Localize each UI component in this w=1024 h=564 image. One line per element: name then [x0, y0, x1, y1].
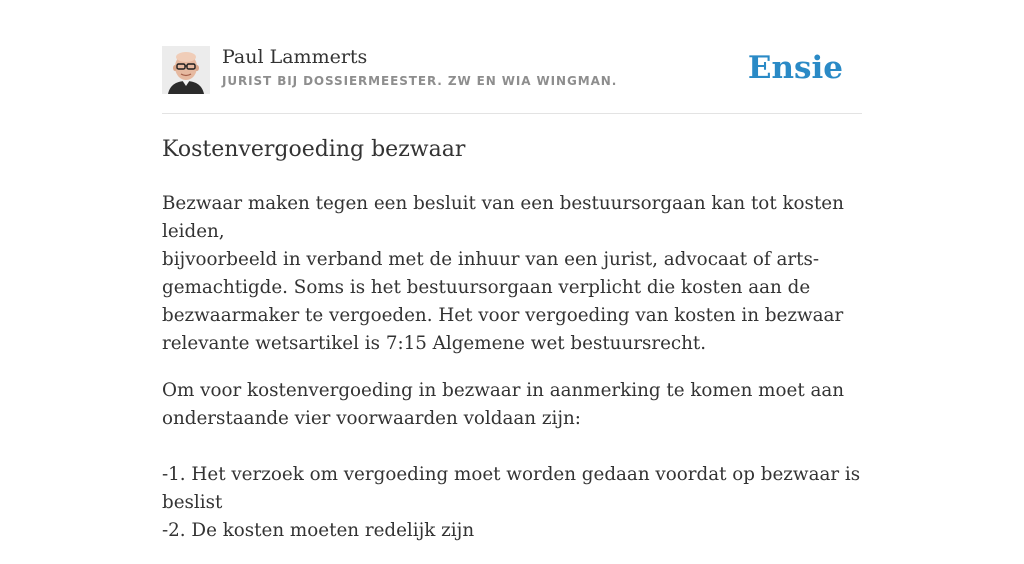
author-name[interactable]: Paul Lammerts — [222, 46, 368, 68]
author-photo — [162, 46, 210, 94]
author-bio: JURIST BIJ DOSSIERMEESTER. ZW EN WIA WINGMAN. — [222, 74, 618, 88]
author-header — [162, 46, 862, 114]
article-paragraph: Bezwaar maken tegen een besluit van een bestuursorgaan kan tot kosten leiden, bijvoorbeeld in verband met de inhuur van een jurist, advocaat of arts- gemachtigde. Soms is het bestuursorgaan verplicht die kosten aan de bezwaarmaker te vergoeden. Het voor vergoeding van kosten in bezwaar relevante wetsartikel is 7:15 Algemene wet bestuursrecht. — [162, 193, 844, 354]
article-body — [162, 190, 862, 564]
ensie-logo[interactable]: Ensie — [747, 50, 843, 86]
author-avatar[interactable] — [162, 46, 210, 94]
article-paragraph: Om voor kostenvergoeding in bezwaar in aanmerking te komen moet aan onderstaande vier voorwaarden voldaan zijn: -1. Het verzoek om vergoeding moet worden gedaan voordat op bezwaar is beslist -2. De kosten moeten redelijk zijn — [162, 380, 861, 541]
article-title: Kostenvergoeding bezwaar — [162, 137, 466, 162]
